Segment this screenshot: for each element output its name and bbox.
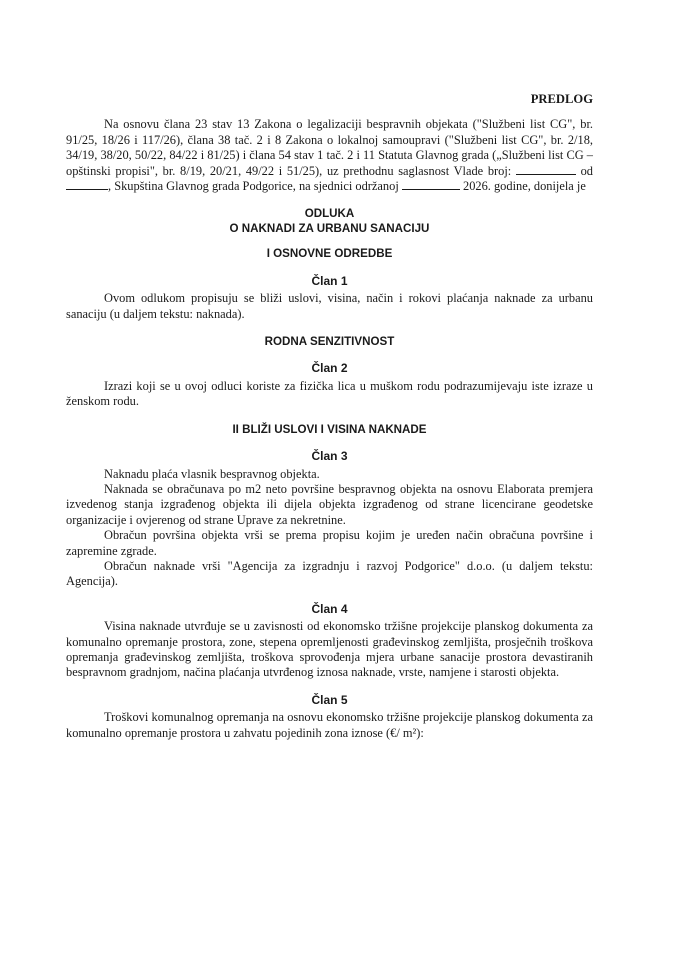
article-3-paragraph-2: Naknada se obračunava po m2 neto površine bespravnog objekta na osnovu Elaborata premjera izvedenog stanja izgrađenog objekta ili dijela objekta izgrađenog od strane licencirane geodetske organizacije i ovjerenog od strane Uprave za nekretnine. [66,481,593,527]
article-4-heading: Član 4 [311,601,348,616]
article-5-heading: Član 5 [311,692,348,707]
blank-line-date [66,179,108,190]
article-3-paragraph-3: Obračun površina objekta vrši se prema propisu kojim je uređen način obračuna površine i zapremine zgrade. [66,528,593,558]
article-2-paragraph: Izrazi koji se u ovoj odluci koriste za fizička lica u muškom rodu podrazumijevaju iste izraze u ženskom rodu. [66,378,593,409]
article-3-paragraph-1: Naknadu plaća vlasnik bespravnog objekta. [104,466,320,481]
proposal-label: PREDLOG [530,92,593,106]
preamble-text-1: Na osnovu člana 23 stav 13 Zakona o legalizaciji bespravnih objekata ("Službeni list CG", br. 91/25, 18/26 i 117/26), člana 38 tač. 2 i 8 Zakona o lokalnoj samoupravi ("Službeni list CG", br. 2/18, 34/19, 38/20, 50/22, 84/22 i 81/25) i člana 54 stav 1 tač. 2 i 11 Statuta Glavnog grada („Službeni list CG – opštinski propisi", br. 8/19, 20/21, 49/22 i 51/25), uz prethodnu saglasnost Vlade broj: [66,117,593,178]
article-1-heading: Član 1 [311,273,348,288]
preamble-text-3: 2026. godine, donijela je [463,179,586,194]
spacer [66,681,593,693]
article-4-paragraph: Visina naknade utvrđuje se u zavisnosti od ekonomsko tržišne projekcije planskog dokumenta za komunalno opremanje prostora, zone, stepena opremljenosti građevinskog zemljišta, prosječnih troškova opremanja građevinskog zemljišta, troškova sprovođenja mjera urbane sanacije prostora devastiranih bespravnom gradnjom, načina plaćanja utvrđenog iznosa naknade, vrste, namjene i starosti objekta. [66,619,593,680]
preamble-text-2: , Skupština Glavnog grada Podgorice, na sjednici održanoj [108,179,399,194]
decision-title-line2: O NAKNADI ZA URBANU SANACIJU [229,222,430,236]
article-2-heading: Član 2 [311,361,348,376]
spacer [66,590,593,602]
article-3-heading: Član 3 [311,449,348,464]
decision-title-line1: ODLUKA [304,207,355,221]
article-3-paragraph-4: Obračun naknade vrši "Agencija za izgradnju i razvoj Podgorice" d.o.o. (u daljem tekstu: Agencija). [66,558,593,589]
preamble-paragraph [66,117,593,194]
preamble-text-od: od [580,163,593,178]
article-1-paragraph: Ovom odlukom propisuju se bliži uslovi, visina, način i rokovi plaćanja naknade za urbanu sanaciju (u daljem tekstu: naknada). [66,291,593,321]
decision-title [66,206,593,236]
article-5-paragraph: Troškovi komunalnog opremanja na osnovu ekonomsko tržišne projekcije planskog dokumenta za komunalno opremanje prostora u zahvatu pojedinih zona iznose (€/ m²): [66,710,593,740]
blank-line-session-date [402,179,460,190]
blank-line-number [516,164,576,175]
section-heading-basic-provisions: I OSNOVNE ODREDBE [266,247,393,261]
section-heading-gender-sensitivity: RODNA SENZITIVNOST [264,335,395,349]
section-heading-conditions-amount: II BLIŽI USLOVI I VISINA NAKNADE [232,422,427,436]
